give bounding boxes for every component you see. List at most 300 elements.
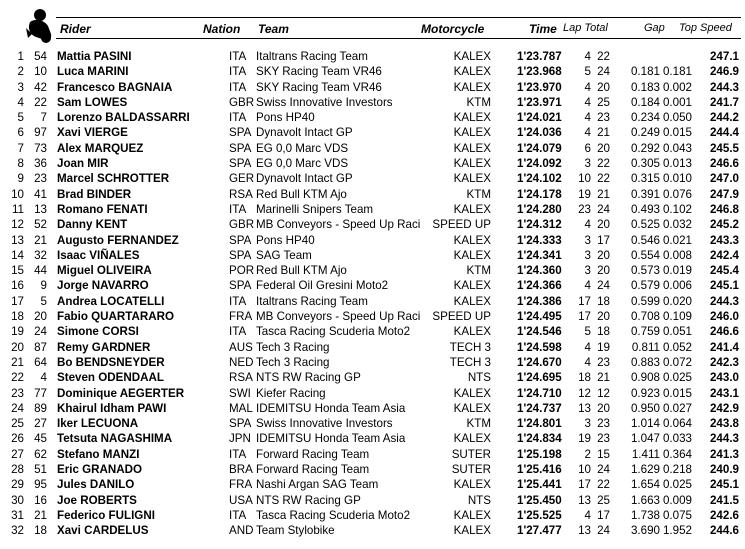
cell-nation: SPA (229, 248, 252, 262)
cell-pos: 16 (11, 279, 24, 293)
cell-nation: BRA (229, 463, 253, 477)
cell-gap2: 0.015 (662, 386, 692, 400)
table-row (0, 355, 745, 370)
cell-gap1: 0.183 (630, 80, 660, 94)
table-row (0, 477, 745, 492)
cell-pos: 30 (11, 493, 24, 507)
cell-rider: Sam LOWES (57, 95, 128, 109)
cell-rider: Marcel SCHROTTER (57, 172, 170, 186)
cell-lap: 4 (584, 126, 591, 140)
cell-lap: 12 (578, 386, 591, 400)
cell-moto: SPEED UP (432, 310, 491, 324)
cell-moto: KALEX (453, 386, 491, 400)
cell-speed: 244.3 (709, 432, 739, 446)
table-row (0, 416, 745, 431)
cell-speed: 243.3 (709, 233, 739, 247)
cell-total: 23 (597, 417, 610, 431)
cell-moto: KALEX (453, 111, 491, 125)
cell-gap2: 0.021 (662, 233, 692, 247)
table-row (0, 386, 745, 401)
cell-speed: 244.3 (709, 80, 739, 94)
cell-lap: 13 (578, 493, 591, 507)
cell-team: Dynavolt Intact GP (256, 172, 353, 186)
cell-pos: 24 (11, 401, 24, 415)
cell-num: 4 (40, 371, 47, 385)
cell-total: 20 (597, 264, 610, 278)
cell-nation: GBR (229, 95, 255, 109)
cell-total: 23 (597, 432, 610, 446)
cell-nation: NED (229, 355, 254, 369)
cell-rider: Danny KENT (57, 218, 128, 232)
cell-nation: POR (229, 264, 255, 278)
cell-time: 1'23.787 (517, 50, 562, 63)
cell-lap: 13 (578, 524, 591, 538)
cell-nation: ITA (229, 508, 247, 522)
cell-team: NTS RW Racing GP (256, 371, 361, 385)
cell-rider: Romano FENATI (57, 202, 148, 216)
cell-nation: SPA (229, 157, 252, 171)
cell-total: 12 (597, 386, 610, 400)
cell-gap2: 0.025 (662, 371, 692, 385)
cell-total: 18 (597, 294, 610, 308)
cell-gap1: 1.738 (630, 508, 660, 522)
cell-nation: FRA (229, 310, 253, 324)
cell-total: 21 (597, 187, 610, 201)
cell-gap1: 1.663 (630, 493, 660, 507)
cell-gap2: 0.050 (662, 111, 692, 125)
cell-num: 21 (34, 233, 47, 247)
cell-time: 1'24.598 (517, 340, 562, 354)
cell-time: 1'27.477 (517, 524, 562, 538)
cell-moto: KALEX (453, 50, 491, 63)
cell-gap2: 0.006 (662, 279, 692, 293)
cell-lap: 3 (584, 157, 591, 171)
cell-speed: 244.2 (709, 111, 739, 125)
cell-speed: 244.3 (709, 294, 739, 308)
cell-moto: SPEED UP (432, 218, 491, 232)
cell-nation: SPA (229, 141, 252, 155)
cell-moto: KALEX (453, 279, 491, 293)
cell-rider: Stefano MANZI (57, 447, 140, 461)
cell-num: 41 (34, 187, 47, 201)
cell-num: 95 (34, 478, 47, 492)
cell-rider: Remy GARDNER (57, 340, 151, 354)
cell-num: 64 (34, 355, 47, 369)
cell-team: Team Stylobike (256, 524, 335, 538)
table-row (0, 401, 745, 416)
results-table (0, 49, 745, 539)
cell-total: 20 (597, 248, 610, 262)
header-rule (56, 38, 741, 39)
cell-gap2: 0.019 (662, 264, 692, 278)
cell-team: Swiss Innovative Investors (256, 95, 393, 109)
cell-moto: KALEX (453, 233, 491, 247)
cell-total: 17 (597, 508, 610, 522)
cell-moto: KALEX (453, 478, 491, 492)
cell-moto: NTS (467, 493, 491, 507)
table-row (0, 49, 745, 64)
cell-lap: 4 (584, 95, 591, 109)
cell-team: Italtrans Racing Team (256, 294, 368, 308)
cell-nation: ITA (229, 111, 247, 125)
cell-gap2: 0.008 (662, 248, 692, 262)
cell-rider: Fabio QUARTARARO (57, 310, 175, 324)
cell-speed: 243.8 (709, 417, 739, 431)
cell-rider: Brad BINDER (57, 187, 132, 201)
cell-moto: KALEX (453, 524, 491, 538)
cell-pos: 31 (11, 508, 24, 522)
cell-rider: Augusto FERNANDEZ (57, 233, 179, 247)
cell-team: Tech 3 Racing (256, 340, 330, 354)
cell-rider: Luca MARINI (57, 65, 129, 79)
cell-time: 1'24.079 (517, 141, 562, 155)
cell-speed: 243.0 (709, 371, 739, 385)
cell-team: Red Bull KTM Ajo (256, 187, 347, 201)
cell-lap: 13 (578, 401, 591, 415)
cell-gap1: 1.629 (630, 463, 660, 477)
cell-gap1: 0.315 (630, 172, 660, 186)
cell-gap2: 0.033 (662, 432, 692, 446)
cell-team: Red Bull KTM Ajo (256, 264, 347, 278)
cell-gap1: 0.292 (630, 141, 660, 155)
cell-num: 89 (34, 401, 47, 415)
cell-gap1: 0.923 (630, 386, 660, 400)
table-row (0, 493, 745, 508)
cell-gap2: 0.076 (662, 187, 692, 201)
cell-total: 22 (597, 172, 610, 186)
table-row (0, 233, 745, 248)
cell-gap1: 0.184 (630, 95, 660, 109)
cell-speed: 242.3 (709, 355, 739, 369)
cell-gap1: 0.908 (630, 371, 660, 385)
cell-time: 1'23.968 (517, 65, 562, 79)
cell-time: 1'24.178 (517, 187, 562, 201)
cell-speed: 242.4 (709, 248, 739, 262)
cell-num: 51 (34, 463, 47, 477)
cell-team: Forward Racing Team (256, 447, 370, 461)
cell-rider: Xavi CARDELUS (57, 524, 149, 538)
cell-nation: ITA (229, 65, 247, 79)
cell-time: 1'25.416 (517, 463, 562, 477)
cell-pos: 21 (11, 355, 24, 369)
cell-pos: 17 (11, 294, 24, 308)
cell-speed: 241.5 (709, 493, 739, 507)
table-row (0, 309, 745, 324)
cell-team: Kiefer Racing (256, 386, 326, 400)
cell-rider: Miguel OLIVEIRA (57, 264, 152, 278)
table-row (0, 523, 745, 538)
cell-lap: 2 (584, 447, 591, 461)
cell-total: 22 (597, 478, 610, 492)
table-row (0, 431, 745, 446)
cell-lap: 5 (584, 65, 591, 79)
cell-time: 1'24.695 (517, 371, 562, 385)
cell-moto: NTS (467, 371, 491, 385)
cell-moto: KALEX (453, 508, 491, 522)
cell-rider: Simone CORSI (57, 325, 139, 339)
cell-rider: Tetsuta NAGASHIMA (57, 432, 173, 446)
cell-team: Pons HP40 (256, 233, 315, 247)
cell-team: Tech 3 Racing (256, 355, 330, 369)
cell-total: 20 (597, 218, 610, 232)
cell-nation: SPA (229, 279, 252, 293)
cell-pos: 13 (11, 233, 24, 247)
cell-total: 24 (597, 202, 610, 216)
cell-gap2: 0.072 (662, 355, 692, 369)
cell-nation: SWI (229, 386, 251, 400)
cell-time: 1'23.970 (517, 80, 562, 94)
table-row (0, 340, 745, 355)
cell-num: 62 (34, 447, 47, 461)
cell-nation: ITA (229, 80, 247, 94)
cell-rider: Isaac VIÑALES (57, 248, 140, 262)
cell-num: 77 (34, 386, 47, 400)
cell-nation: AND (229, 524, 254, 538)
cell-lap: 19 (578, 187, 591, 201)
cell-pos: 10 (11, 187, 24, 201)
cell-lap: 19 (578, 432, 591, 446)
cell-team: EG 0,0 Marc VDS (256, 141, 349, 155)
cell-team: Nashi Argan SAG Team (256, 478, 379, 492)
cell-moto: SUTER (451, 447, 491, 461)
cell-lap: 3 (584, 233, 591, 247)
cell-time: 1'25.525 (517, 508, 562, 522)
cell-lap: 4 (584, 50, 591, 63)
cell-team: MB Conveyors - Speed Up Raci (256, 218, 421, 232)
cell-gap2: 0.013 (662, 157, 692, 171)
cell-gap1: 0.759 (630, 325, 660, 339)
table-row (0, 156, 745, 171)
cell-time: 1'24.546 (517, 325, 562, 339)
cell-lap: 10 (578, 463, 591, 477)
cell-gap1: 1.411 (631, 447, 660, 461)
cell-moto: KALEX (453, 65, 491, 79)
cell-team: Forward Racing Team (256, 463, 370, 477)
cell-nation: ITA (229, 50, 247, 63)
cell-total: 20 (597, 310, 610, 324)
cell-num: 45 (34, 432, 47, 446)
cell-speed: 241.3 (709, 447, 739, 461)
cell-team: Pons HP40 (256, 111, 315, 125)
cell-speed: 242.9 (709, 401, 739, 415)
cell-moto: KALEX (453, 126, 491, 140)
cell-gap1: 0.493 (630, 202, 660, 216)
header-motorcycle: Motorcycle (421, 22, 485, 36)
cell-time: 1'24.280 (517, 202, 562, 216)
header-team: Team (258, 22, 289, 36)
cell-total: 24 (597, 65, 610, 79)
cell-pos: 25 (11, 417, 24, 431)
cell-pos: 1 (17, 50, 24, 63)
cell-nation: ITA (229, 325, 247, 339)
cell-team: Marinelli Snipers Team (256, 202, 374, 216)
cell-nation: SPA (229, 233, 252, 247)
motorcycle-rider-icon (22, 8, 56, 44)
cell-time: 1'24.333 (517, 233, 562, 247)
header-time: Time (529, 22, 557, 36)
table-row (0, 80, 745, 95)
cell-nation: SPA (229, 126, 252, 140)
cell-pos: 11 (11, 202, 24, 216)
cell-num: 42 (34, 80, 47, 94)
cell-total: 21 (597, 126, 610, 140)
cell-num: 13 (34, 202, 47, 216)
cell-lap: 3 (584, 264, 591, 278)
cell-gap1: 3.690 (630, 524, 660, 538)
cell-time: 1'24.737 (517, 401, 562, 415)
cell-speed: 245.5 (709, 141, 739, 155)
cell-rider: Joe ROBERTS (57, 493, 137, 507)
cell-speed: 246.6 (709, 157, 739, 171)
cell-team: Federal Oil Gresini Moto2 (256, 279, 389, 293)
cell-gap2: 0.027 (662, 401, 692, 415)
cell-lap: 17 (578, 478, 591, 492)
cell-time: 1'24.386 (517, 294, 562, 308)
cell-nation: RSA (229, 371, 253, 385)
cell-pos: 9 (17, 172, 24, 186)
cell-speed: 246.0 (709, 310, 739, 324)
cell-moto: KALEX (453, 294, 491, 308)
cell-time: 1'24.312 (517, 218, 562, 232)
cell-nation: MAL (229, 401, 253, 415)
cell-gap2: 0.002 (662, 80, 692, 94)
cell-pos: 18 (11, 310, 24, 324)
cell-rider: Dominique AEGERTER (57, 386, 185, 400)
cell-time: 1'24.495 (517, 310, 562, 324)
cell-gap1: 0.599 (630, 294, 660, 308)
cell-total: 25 (597, 95, 610, 109)
cell-lap: 4 (584, 355, 591, 369)
cell-team: SKY Racing Team VR46 (256, 65, 382, 79)
cell-nation: FRA (229, 478, 253, 492)
header-rider: Rider (60, 22, 91, 36)
cell-rider: Xavi VIERGE (57, 126, 128, 140)
cell-gap1: 0.391 (630, 187, 660, 201)
cell-pos: 15 (11, 264, 24, 278)
table-row (0, 171, 745, 186)
cell-nation: ITA (229, 202, 247, 216)
cell-pos: 22 (11, 371, 24, 385)
cell-time: 1'25.441 (517, 478, 562, 492)
header-top-speed: Top Speed (679, 22, 732, 34)
cell-lap: 3 (584, 248, 591, 262)
cell-team: Tasca Racing Scuderia Moto2 (256, 508, 411, 522)
cell-total: 20 (597, 401, 610, 415)
cell-pos: 3 (17, 80, 24, 94)
cell-speed: 245.1 (709, 279, 739, 293)
cell-total: 22 (597, 157, 610, 171)
cell-nation: ITA (229, 447, 247, 461)
cell-speed: 246.9 (709, 65, 739, 79)
table-row (0, 294, 745, 309)
cell-moto: KALEX (453, 325, 491, 339)
cell-total: 20 (597, 80, 610, 94)
cell-pos: 20 (11, 340, 24, 354)
cell-team: SAG Team (256, 248, 312, 262)
cell-speed: 243.1 (709, 386, 739, 400)
cell-gap1: 0.525 (630, 218, 660, 232)
cell-nation: USA (229, 493, 253, 507)
cell-moto: SUTER (451, 463, 491, 477)
cell-num: 20 (34, 310, 47, 324)
table-row (0, 187, 745, 202)
cell-time: 1'25.198 (517, 447, 562, 461)
cell-gap1: 0.579 (630, 279, 660, 293)
cell-moto: TECH 3 (449, 355, 491, 369)
table-row (0, 110, 745, 125)
cell-num: 23 (34, 172, 47, 186)
cell-nation: AUS (229, 340, 253, 354)
cell-pos: 27 (11, 447, 24, 461)
cell-rider: Khairul Idham PAWI (57, 401, 167, 415)
cell-speed: 240.9 (709, 463, 739, 477)
cell-pos: 28 (11, 463, 24, 477)
cell-gap2: 0.109 (662, 310, 692, 324)
cell-lap: 4 (584, 111, 591, 125)
cell-gap1: 0.883 (630, 355, 660, 369)
cell-team: Tasca Racing Scuderia Moto2 (256, 325, 411, 339)
cell-pos: 2 (17, 65, 24, 79)
cell-gap1: 1.047 (630, 432, 660, 446)
cell-gap2: 1.952 (662, 524, 692, 538)
cell-time: 1'24.102 (517, 172, 562, 186)
cell-lap: 4 (584, 80, 591, 94)
cell-speed: 245.1 (709, 478, 739, 492)
table-row (0, 324, 745, 339)
cell-nation: JPN (229, 432, 251, 446)
cell-nation: GBR (229, 218, 255, 232)
cell-lap: 17 (578, 310, 591, 324)
cell-moto: KALEX (453, 141, 491, 155)
cell-rider: Mattia PASINI (57, 50, 132, 63)
cell-num: 87 (34, 340, 47, 354)
cell-lap: 18 (578, 371, 591, 385)
cell-total: 24 (597, 463, 610, 477)
cell-pos: 19 (11, 325, 24, 339)
cell-num: 10 (34, 65, 47, 79)
cell-gap1: 0.305 (630, 157, 660, 171)
cell-pos: 26 (11, 432, 24, 446)
cell-lap: 5 (584, 325, 591, 339)
cell-num: 54 (34, 50, 47, 63)
cell-gap1: 0.811 (631, 340, 660, 354)
cell-speed: 242.6 (709, 508, 739, 522)
cell-rider: Lorenzo BALDASSARRI (57, 111, 190, 125)
cell-rider: Eric GRANADO (57, 463, 143, 477)
cell-num: 9 (40, 279, 47, 293)
cell-gap2: 0.364 (662, 447, 692, 461)
cell-rider: Francesco BAGNAIA (57, 80, 173, 94)
cell-time: 1'24.834 (517, 432, 562, 446)
cell-num: 24 (34, 325, 47, 339)
cell-team: Dynavolt Intact GP (256, 126, 353, 140)
cell-num: 44 (34, 264, 47, 278)
cell-gap1: 0.234 (630, 111, 660, 125)
cell-total: 22 (597, 50, 610, 63)
cell-gap1: 0.950 (630, 401, 660, 415)
cell-lap: 4 (584, 508, 591, 522)
cell-time: 1'24.710 (517, 386, 562, 400)
table-row (0, 95, 745, 110)
cell-nation: SPA (229, 417, 252, 431)
table-row (0, 202, 745, 217)
cell-pos: 32 (11, 524, 24, 538)
cell-gap2: 0.075 (662, 508, 692, 522)
cell-total: 18 (597, 325, 610, 339)
cell-total: 23 (597, 355, 610, 369)
cell-speed: 247.1 (709, 50, 739, 63)
cell-num: 5 (40, 294, 47, 308)
